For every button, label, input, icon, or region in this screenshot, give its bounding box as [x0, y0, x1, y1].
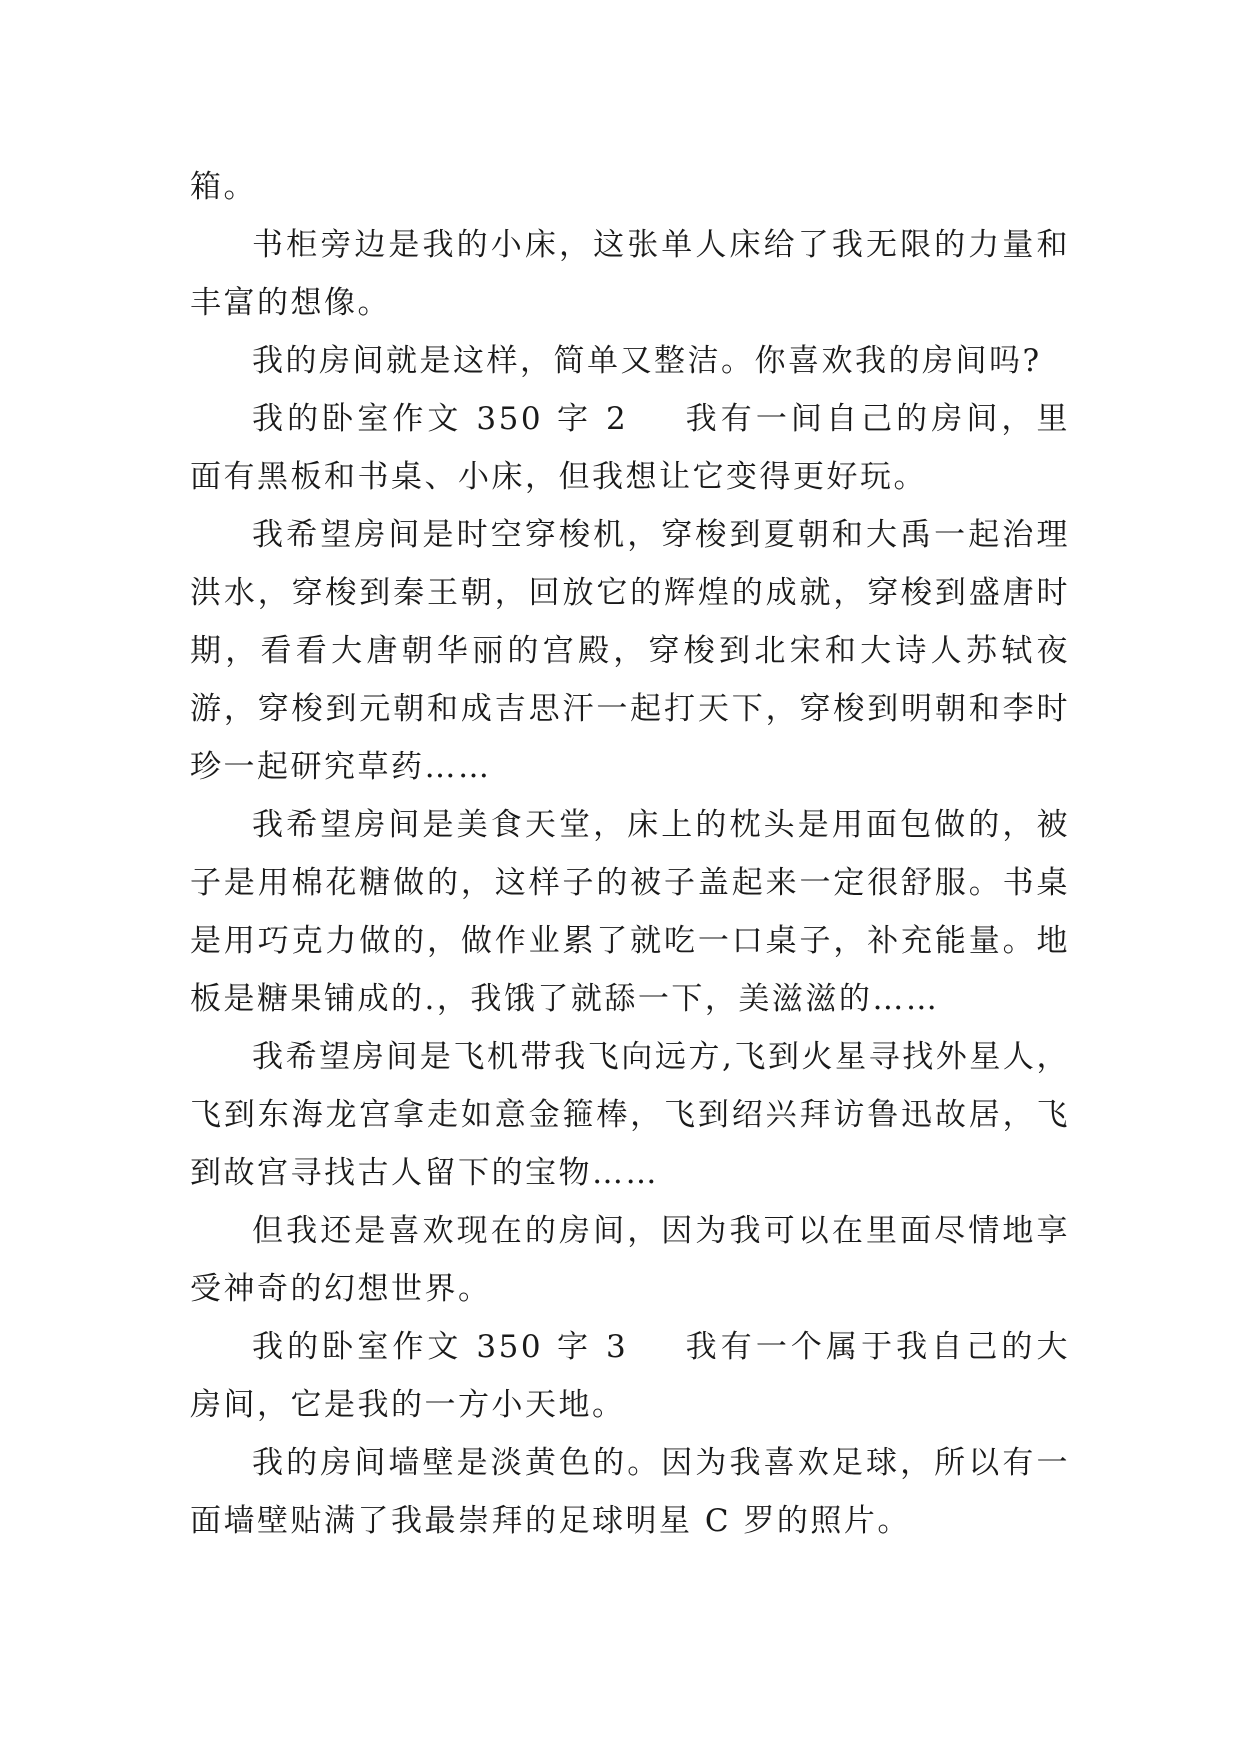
paragraph-10: 我的房间墙壁是淡黄色的。因为我喜欢足球，所以有一面墙壁贴满了我最崇拜的足球明星 C 罗的照片。 [190, 1445, 1070, 1539]
paragraph-9-text: 我有一个属于我自己的大房间，它是我的一方小天地。 [190, 1329, 1070, 1423]
essay-heading-2: 我的卧室作文 350 字 2 [252, 401, 629, 437]
paragraph-4-text: 我有一间自己的房间，里面有黑板和书桌、小床，但我想让它变得更好玩。 [190, 401, 1070, 495]
paragraph-7: 我希望房间是飞机带我飞向远方,飞到火星寻找外星人，飞到东海龙宫拿走如意金箍棒，飞到绍兴拜访鲁迅故居，飞到故宫寻找古人留下的宝物…… [190, 1039, 1070, 1191]
paragraph-4 [190, 390, 1070, 506]
essay-heading-3: 我的卧室作文 350 字 3 [252, 1329, 629, 1365]
paragraph-3: 我的房间就是这样，简单又整洁。你喜欢我的房间吗? [252, 343, 1042, 379]
essay-body [190, 158, 1070, 1550]
paragraph-8: 但我还是喜欢现在的房间，因为我可以在里面尽情地享受神奇的幻想世界。 [190, 1213, 1070, 1307]
paragraph-6: 我希望房间是美食天堂，床上的枕头是用面包做的，被子是用棉花糖做的，这样子的被子盖起来一定很舒服。书桌是用巧克力做的，做作业累了就吃一口桌子，补充能量。地板是糖果铺成的.，我饿了就舔一下，美滋滋的…… [190, 807, 1070, 1017]
paragraph-2: 书柜旁边是我的小床，这张单人床给了我无限的力量和丰富的想像。 [190, 227, 1070, 321]
paragraph-5: 我希望房间是时空穿梭机，穿梭到夏朝和大禹一起治理洪水，穿梭到秦王朝，回放它的辉煌的成就，穿梭到盛唐时期，看看大唐朝华丽的宫殿，穿梭到北宋和大诗人苏轼夜游，穿梭到元朝和成吉思汗一起打天下，穿梭到明朝和李时珍一起研究草药…… [190, 517, 1070, 785]
paragraph-1: 箱。 [190, 169, 257, 205]
paragraph-9 [190, 1318, 1070, 1434]
